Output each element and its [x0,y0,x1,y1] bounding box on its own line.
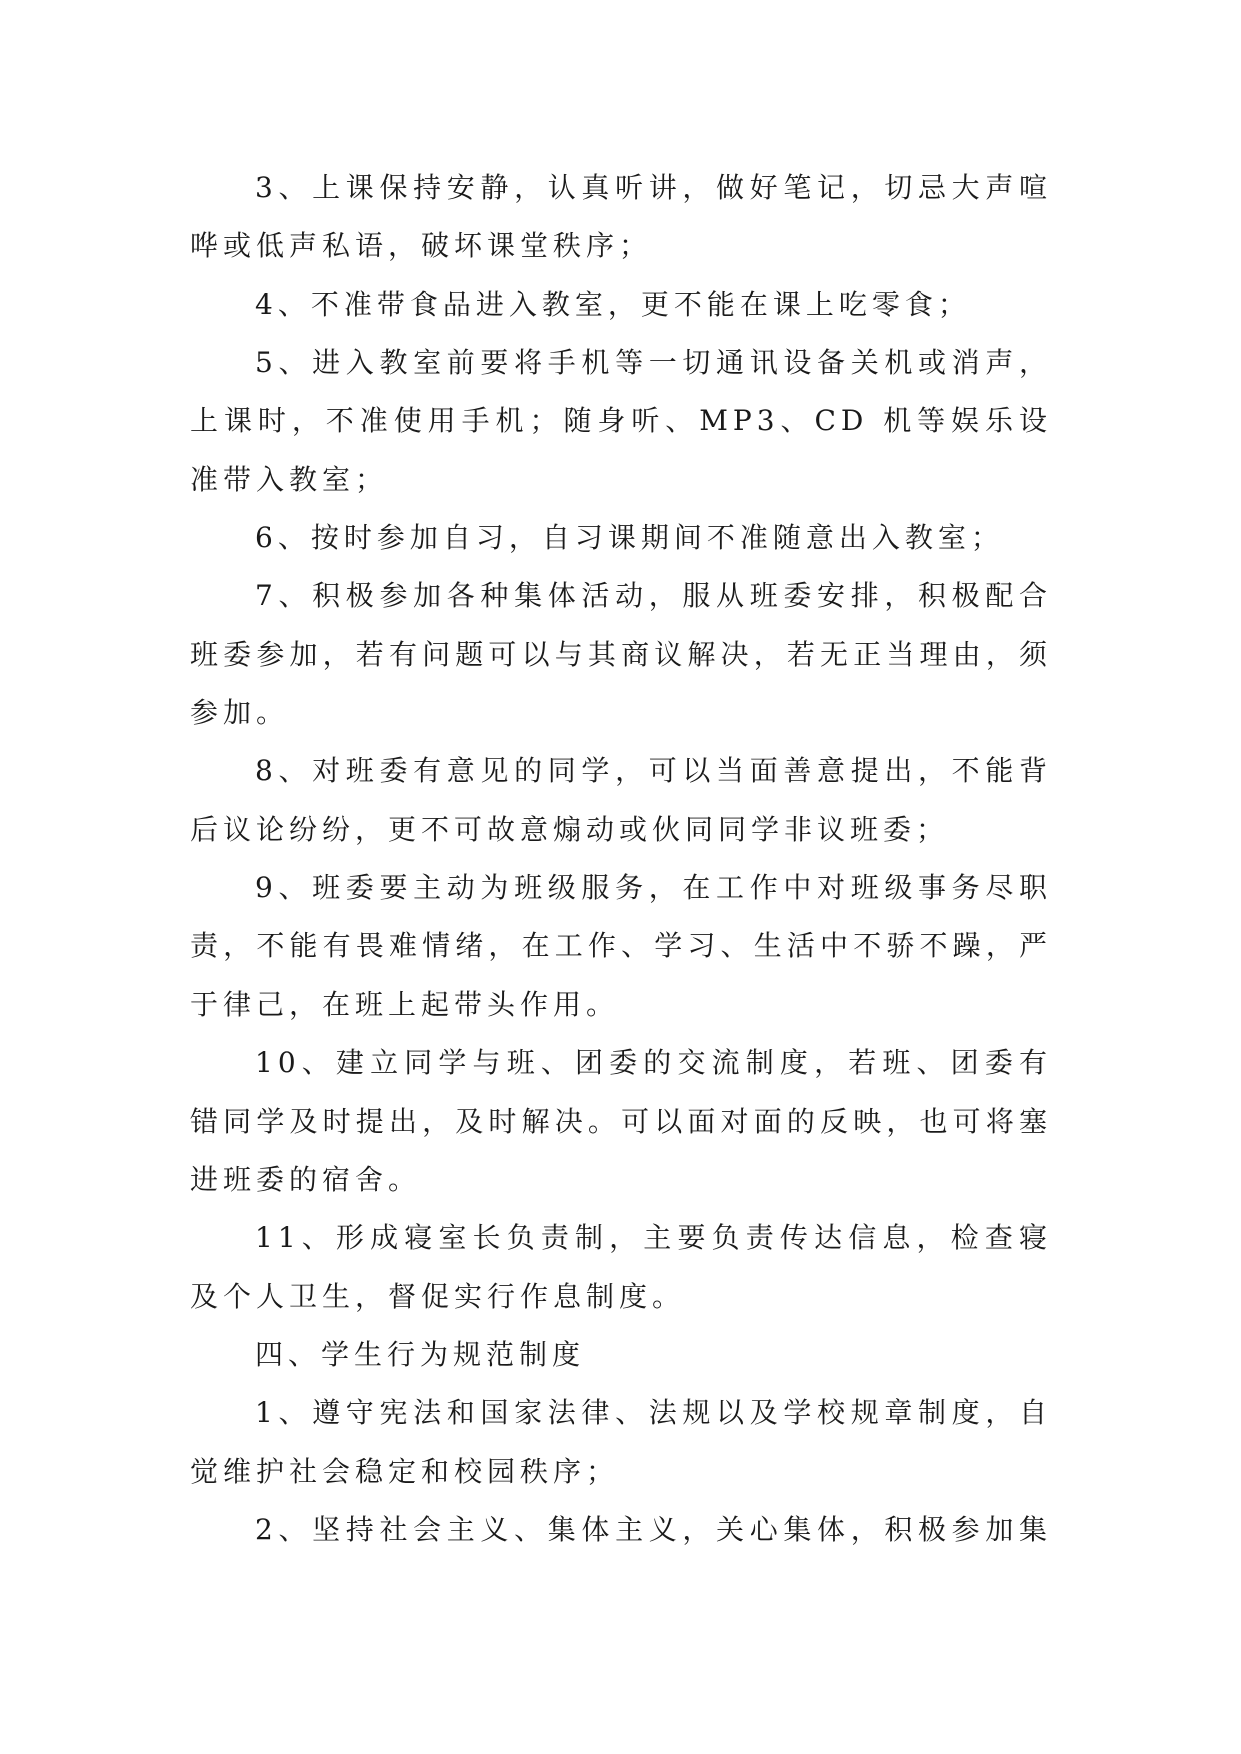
paragraph-line: 上课时，不准使用手机；随身听、MP3、CD 机等娱乐设 [190,404,1052,438]
paragraph-line: 8、对班委有意见的同学，可以当面善意提出，不能背 [255,754,1052,788]
paragraph-conduct-1 [190,1384,1052,1501]
paragraph-line: 1、遵守宪法和国家法律、法规以及学校规章制度，自 [255,1396,1052,1430]
paragraph-rule-11 [190,1209,1052,1326]
paragraph-rule-6 [190,509,1052,567]
paragraph-line: 5、进入教室前要将手机等一切通讯设备关机或消声， [255,346,1052,380]
paragraph-line: 10、建立同学与班、团委的交流制度，若班、团委有 [255,1046,1052,1080]
paragraph-line: 错同学及时提出，及时解决。可以面对面的反映，也可将塞 [190,1104,1052,1138]
document-body [190,159,1052,1559]
paragraph-rule-9 [190,859,1052,1034]
paragraph-line: 及个人卫生，督促实行作息制度。 [190,1279,686,1313]
paragraph-line: 觉维护社会稳定和校园秩序； [190,1454,620,1488]
paragraph-line: 责，不能有畏难情绪，在工作、学习、生活中不骄不躁，严 [190,929,1052,963]
paragraph-line: 于律己，在班上起带头作用。 [190,987,620,1021]
paragraph-rule-4 [190,276,1052,334]
paragraph-rule-8 [190,742,1052,859]
section-heading [190,1326,1052,1384]
paragraph-line: 参加。 [190,696,290,730]
paragraph-rule-7 [190,567,1052,742]
paragraph-rule-5 [190,334,1052,509]
paragraph-line: 9、班委要主动为班级服务，在工作中对班级事务尽职 [255,871,1052,905]
paragraph-line: 2、坚持社会主义、集体主义，关心集体，积极参加集 [255,1512,1052,1546]
paragraph-line: 哗或低声私语，破坏课堂秩序； [190,229,653,263]
paragraph-line: 11、形成寝室长负责制，主要负责传达信息，检查寝 [255,1221,1052,1255]
paragraph-line: 后议论纷纷，更不可故意煽动或伙同同学非议班委； [190,812,950,846]
paragraph-line: 准带入教室； [190,462,389,496]
paragraph-line: 3、上课保持安静，认真听讲，做好笔记，切忌大声喧 [255,171,1052,204]
paragraph-rule-10 [190,1034,1052,1209]
paragraph-line: 6、按时参加自习，自习课期间不准随意出入教室； [255,521,1004,555]
paragraph-rule-3 [190,159,1052,276]
paragraph-line: 7、积极参加各种集体活动，服从班委安排，积极配合 [255,579,1052,613]
section-heading-text: 四、学生行为规范制度 [255,1337,586,1371]
paragraph-line: 4、不准带食品进入教室，更不能在课上吃零食； [255,287,971,321]
paragraph-conduct-2 [190,1501,1052,1559]
paragraph-line: 班委参加，若有问题可以与其商议解决，若无正当理由，须 [190,637,1052,671]
paragraph-line: 进班委的宿舍。 [190,1162,422,1196]
